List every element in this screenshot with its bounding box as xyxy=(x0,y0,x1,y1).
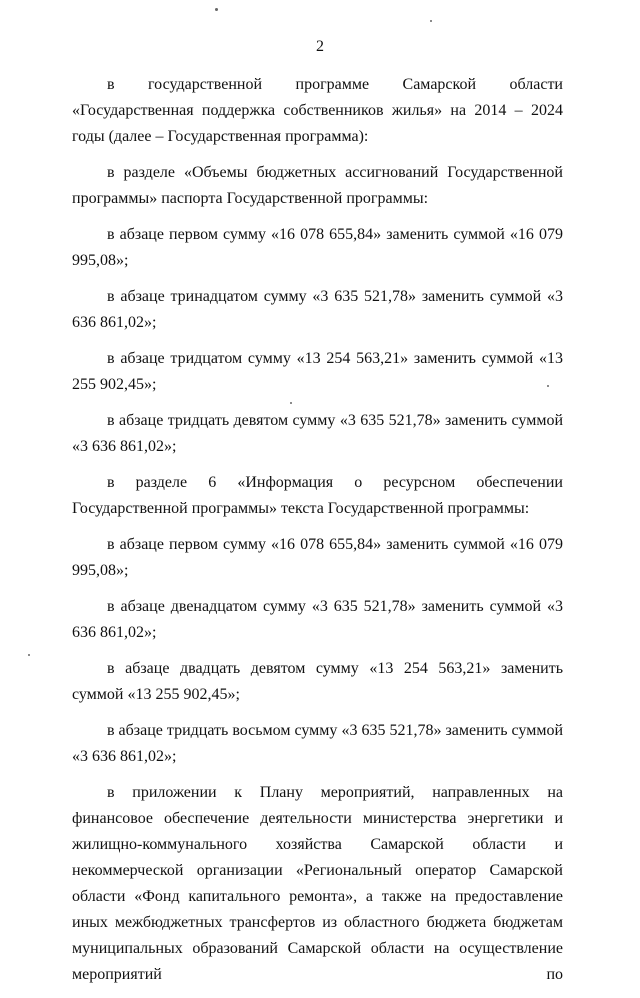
paragraph-amendment: в абзаце тридцатом сумму «13 254 563,21» заменить суммой «13 255 902,45»; xyxy=(72,350,563,393)
paragraph-section-6: в разделе 6 «Информация о ресурсном обеспечении Государственной программы» текста Государственной программы: xyxy=(72,474,563,517)
paragraph-amendment: в абзаце тридцать девятом сумму «3 635 521,78» заменить суммой «3 636 861,02»; xyxy=(72,412,563,455)
paragraph-appendix: в приложении к Плану мероприятий, направленных на финансовое обеспечение деятельности министерства энергетики и жилищно-коммунального хозяйства Самарской области и некоммерческой организации «Региональный оператор Самарской области «Фонд капитального ремонта», а также на предоставление иных межбюджетных трансфертов из областного бюджета бюджетам муниципальных образований Самарской области на осуществление мероприятий по xyxy=(72,784,563,983)
paragraph-amendment: в абзаце двадцать девятом сумму «13 254 563,21» заменить суммой «13 255 902,45»; xyxy=(72,660,563,703)
paragraph-section-volumes: в разделе «Объемы бюджетных ассигнований Государственной программы» паспорта Государственной программы: xyxy=(72,164,563,207)
paragraph-amendment: в абзаце тридцать восьмом сумму «3 635 521,78» заменить суммой «3 636 861,02»; xyxy=(72,722,563,765)
paragraph-amendment: в абзаце тринадцатом сумму «3 635 521,78» заменить суммой «3 636 861,02»; xyxy=(72,288,563,331)
paragraph-program-intro: в государственной программе Самарской области «Государственная поддержка собственников жилья» на 2014 – 2024 годы (далее – Государственная программа): xyxy=(72,76,563,145)
scan-speck xyxy=(28,654,30,656)
scan-speck xyxy=(290,402,292,404)
paragraph-amendment: в абзаце первом сумму «16 078 655,84» заменить суммой «16 079 995,08»; xyxy=(72,536,563,579)
scan-speck xyxy=(215,8,218,11)
paragraph-amendment: в абзаце первом сумму «16 078 655,84» заменить суммой «16 079 995,08»; xyxy=(72,226,563,269)
page-number: 2 xyxy=(316,38,324,55)
scan-speck xyxy=(430,20,432,22)
scan-speck xyxy=(547,385,549,387)
document-body xyxy=(72,72,563,998)
paragraph-amendment: в абзаце двенадцатом сумму «3 635 521,78» заменить суммой «3 636 861,02»; xyxy=(72,598,563,641)
